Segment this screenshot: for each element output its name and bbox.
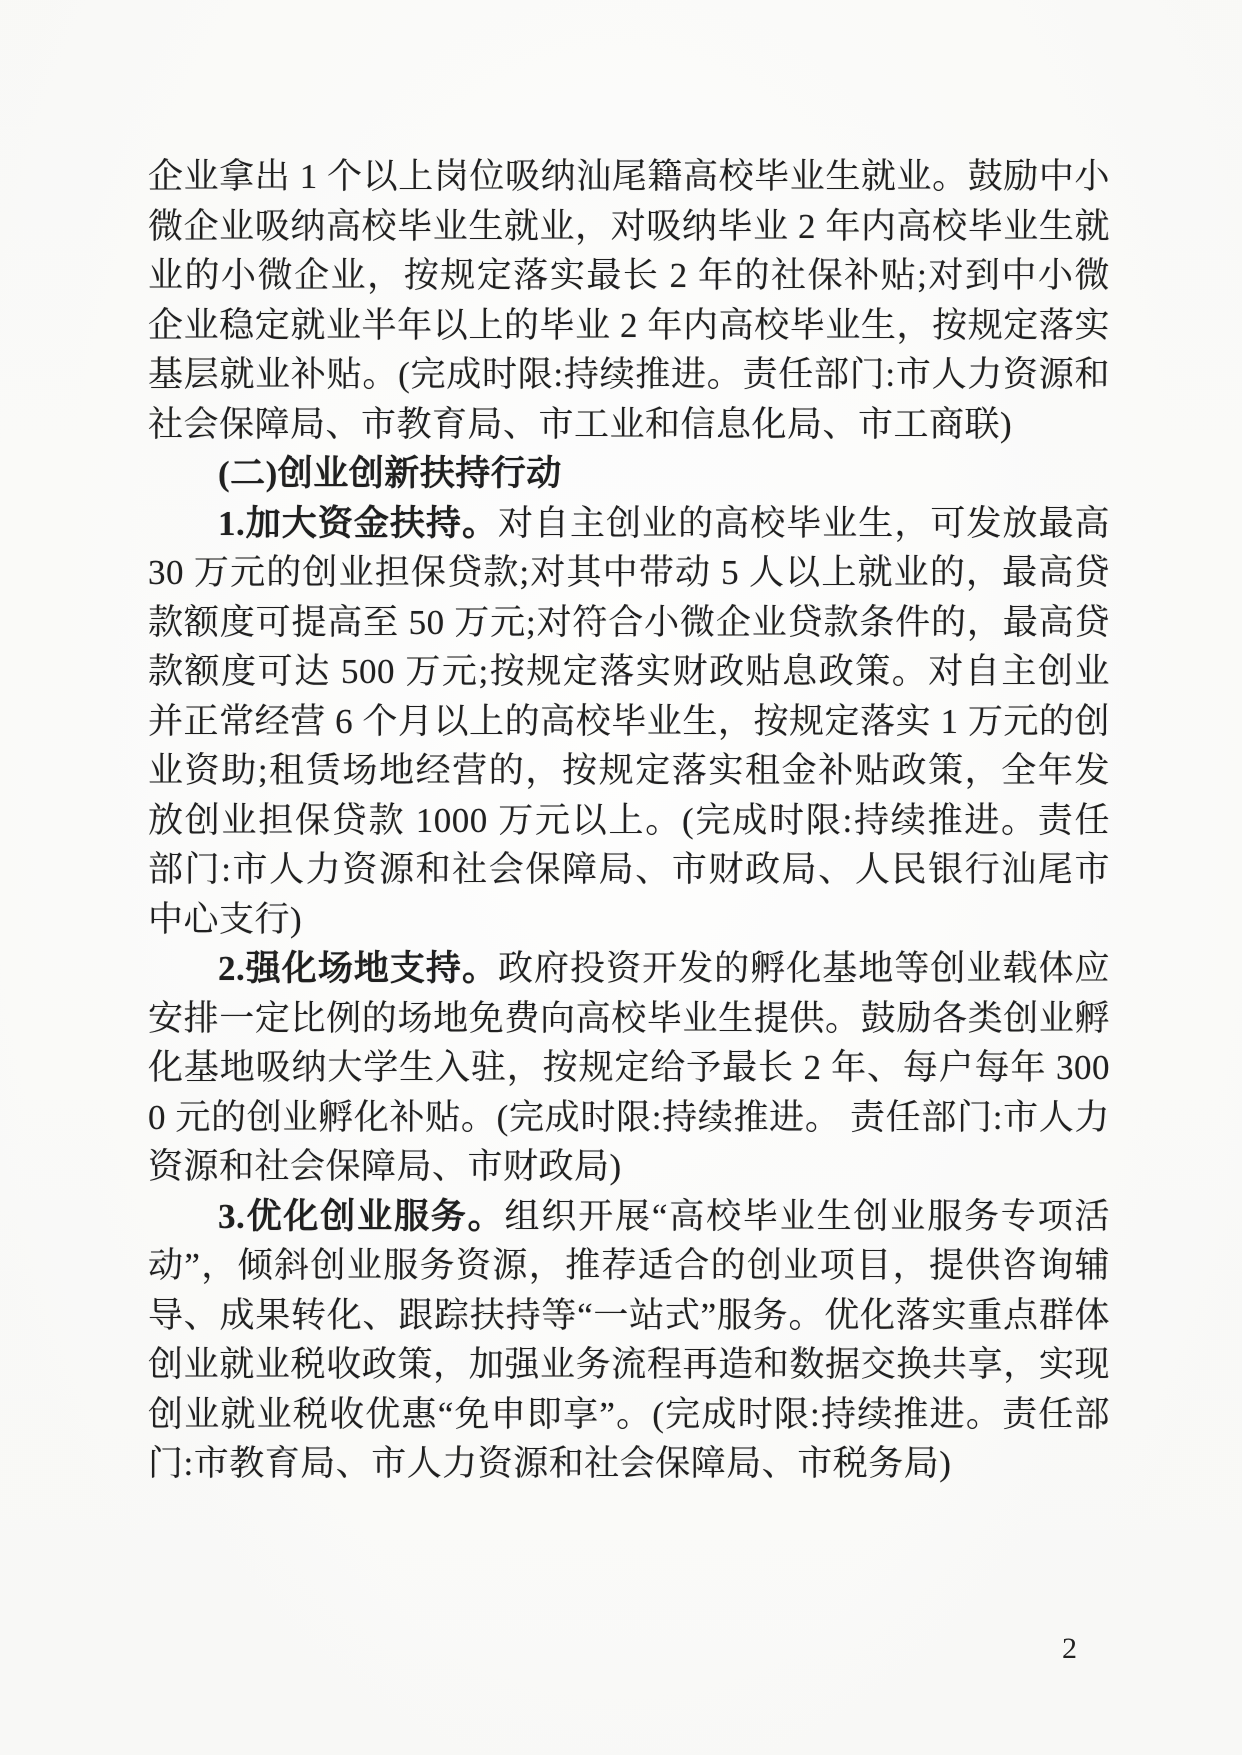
page-number: 2: [1062, 1632, 1077, 1665]
numbered-item-3: [148, 1192, 1110, 1489]
section-heading-text: (二)创业创新扶持行动: [218, 454, 562, 493]
numbered-item-2: [148, 944, 1110, 1192]
numbered-item-1-lead: 1.加大资金扶持。: [218, 503, 498, 543]
numbered-item-1: [148, 499, 1110, 945]
numbered-item-3-lead: 3.优化创业服务。: [218, 1196, 505, 1236]
numbered-item-3-text: 组织开展“高校毕业生创业服务专项活动”，倾斜创业服务资源，推荐适合的创业项目，提供咨询辅导、成果转化、跟踪扶持等“一站式”服务。优化落实重点群体创业就业税收政策，加强业务流程再造和数据交换共享，实现创业就业税收优惠“免申即享”。(完成时限:持续推进。责任部门:市教育局、市人力资源和社会保障局、市税务局): [148, 1196, 1110, 1483]
document-body: [148, 152, 1110, 1489]
numbered-item-1-text: 对自主创业的高校毕业生，可发放最高 30 万元的创业担保贷款;对其中带动 5 人以上就业的，最高贷款额度可提高至 50 万元;对符合小微企业贷款条件的，最高贷款额度可达 500 万元;按规定落实财政贴息政策。对自主创业并正常经营 6 个月以上的高校毕业生，按规定落实 1 万元的创业资助;租赁场地经营的，按规定落实租金补贴政策，全年发放创业担保贷款 1000 万元以上。(完成时限:持续推进。责任部门:市人力资源和社会保障局、市财政局、人民银行汕尾市中心支行): [148, 503, 1110, 939]
numbered-item-2-lead: 2.强化场地支持。: [218, 949, 498, 988]
numbered-item-2-text: 政府投资开发的孵化基地等创业载体应安排一定比例的场地免费向高校毕业生提供。鼓励各类创业孵化基地吸纳大学生入驻，按规定给予最长 2 年、每户每年 3000 元的创业孵化补贴。(完成时限:持续推进。 责任部门:市人力资源和社会保障局、市财政局): [148, 949, 1110, 1186]
paragraph-text: 企业拿出 1 个以上岗位吸纳汕尾籍高校毕业生就业。鼓励中小微企业吸纳高校毕业生就业，对吸纳毕业 2 年内高校毕业生就业的小微企业，按规定落实最长 2 年的社保补贴;对到中小微企业稳定就业半年以上的毕业 2 年内高校毕业生，按规定落实基层就业补贴。(完成时限:持续推进。责任部门:市人力资源和社会保障局、市教育局、市工业和信息化局、市工商联): [148, 157, 1110, 444]
paragraph-continuation: [148, 152, 1110, 449]
section-heading: [148, 449, 1110, 499]
